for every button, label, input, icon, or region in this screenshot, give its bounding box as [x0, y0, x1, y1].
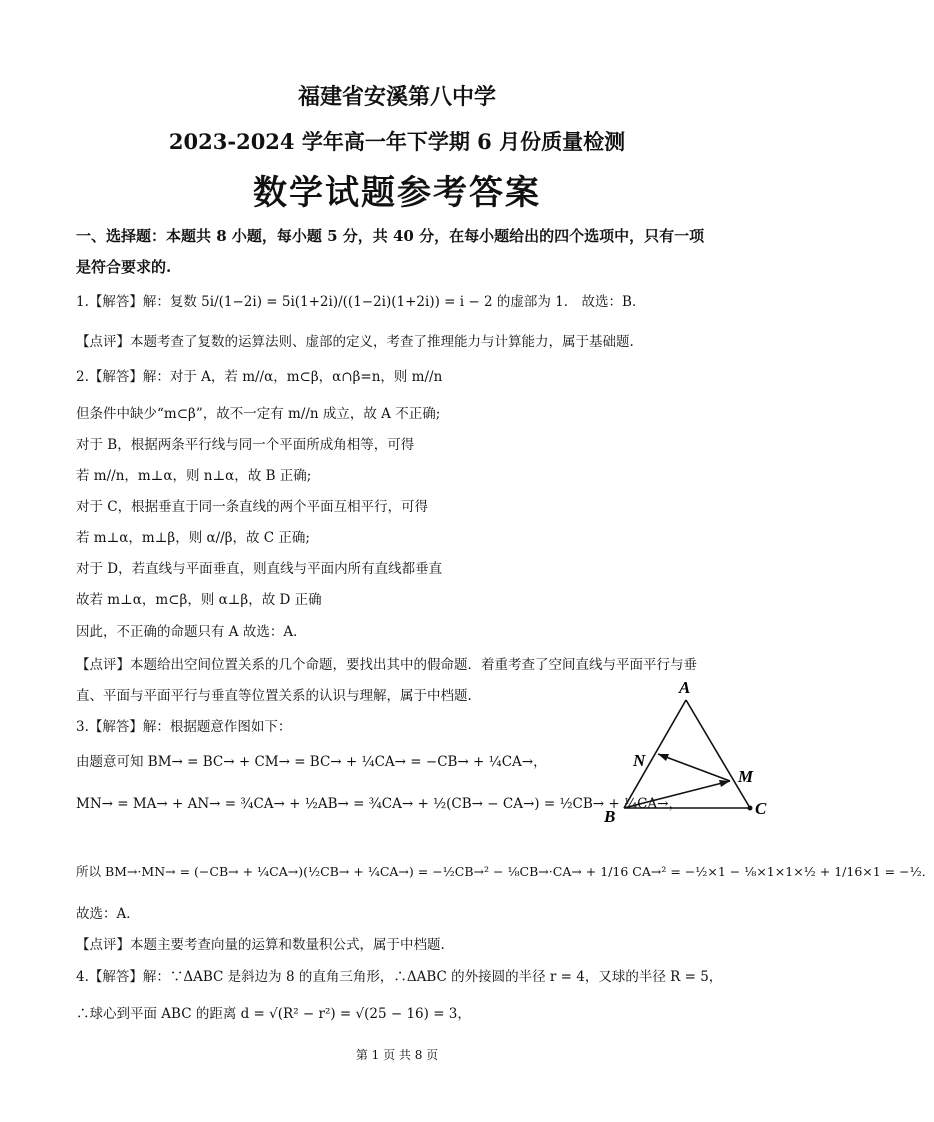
arrowhead-mn — [658, 754, 669, 761]
q2-line-7: 故若 m⊥α，m⊂β，则 α⊥β，故 D 正确 — [76, 592, 322, 608]
school-name: 福建省安溪第八中学 — [297, 84, 496, 110]
q2-line-1: 但条件中缺少“m⊂β”，故不一定有 m//n 成立，故 A 不正确; — [76, 406, 441, 422]
label-n: N — [633, 751, 646, 770]
page-title: 数学试题参考答案 — [253, 173, 541, 213]
q3-line-2: MN→ = MA→ + AN→ = ¾CA→ + ½AB→ = ¾CA→ + ½(CB→ − CA→) = ½CB→ + ¼CA→， — [76, 796, 682, 812]
q2-line-4: 对于 C，根据垂直于同一条直线的两个平面互相平行，可得 — [76, 499, 429, 515]
q1-comment: 【点评】本题考查了复数的运算法则、虚部的定义，考查了推理能力与计算能力，属于基础题. — [76, 334, 634, 350]
q2-line-2: 对于 B，根据两条平行线与同一个平面所成角相等，可得 — [76, 437, 415, 453]
section-heading-line2: 是符合要求的. — [76, 258, 172, 276]
section-heading-line1: 一、选择题：本题共 8 小题，每小题 5 分，共 40 分，在每小题给出的四个选项中，只有一项 — [76, 227, 705, 245]
q3-line-4: 故选：A． — [76, 906, 140, 922]
q2-line-0: 2.【解答】解：对于 A，若 m//α，m⊂β，α∩β=n，则 m//n — [76, 369, 443, 385]
point-c-dot — [748, 806, 753, 811]
arrowhead-bm — [719, 780, 730, 787]
q3-line-3: 所以 BM→·MN→ = (−CB→ + ¼CA→)(½CB→ + ¼CA→) = −½CB→² − ⅛CB→·CA→ + 1/16 CA→² = −½×1 − ⅛×1×1×½ + 1/16×1 = −½． — [76, 864, 934, 879]
page-footer: 第 1 页 共 8 页 — [355, 1048, 439, 1062]
label-a: A — [679, 678, 691, 697]
triangle-diagram — [590, 674, 780, 824]
q2-comment-line1: 【点评】本题给出空间位置关系的几个命题，要找出其中的假命题．着重考查了空间直线与平面平行与垂 — [76, 657, 697, 673]
q4-line-1: 4.【解答】解：∵ΔABC 是斜边为 8 的直角三角形，∴ΔABC 的外接圆的半径 r = 4，又球的半径 R = 5， — [76, 969, 723, 985]
q3-line-1: 由题意可知 BM→ = BC→ + CM→ = BC→ + ¼CA→ = −CB→ + ¼CA→， — [76, 754, 547, 770]
q3-comment: 【点评】本题主要考查向量的运算和数量积公式，属于中档题. — [76, 937, 445, 953]
q3-line-0: 3.【解答】解：根据题意作图如下： — [76, 719, 292, 735]
q2-line-6: 对于 D，若直线与平面垂直，则直线与平面内所有直线都垂直 — [76, 561, 443, 577]
side-ac — [686, 700, 750, 808]
q2-comment-line2: 直、平面与平面平行与垂直等位置关系的认识与理解，属于中档题. — [76, 688, 472, 704]
vector-bm — [624, 781, 730, 808]
q4-line-2: ∴球心到平面 ABC 的距离 d = √(R² − r²) = √(25 − 16) = 3， — [76, 1006, 471, 1022]
label-b: B — [604, 807, 616, 826]
q2-line-8: 因此，不正确的命题只有 A 故选：A． — [76, 624, 307, 640]
q2-line-5: 若 m⊥α，m⊥β，则 α//β，故 C 正确; — [76, 530, 310, 546]
label-c: C — [755, 799, 767, 818]
vector-mn — [658, 754, 730, 781]
label-m: M — [738, 767, 754, 786]
exam-name: 2023-2024 学年高一年下学期 6 月份质量检测 — [168, 129, 626, 154]
q1-answer: 1.【解答】解：复数 5i/(1−2i) = 5i(1+2i)/((1−2i)(1+2i)) = i − 2 的虚部为 1． 故选：B． — [76, 294, 646, 310]
q2-line-3: 若 m//n，m⊥α，则 n⊥α，故 B 正确; — [76, 468, 312, 484]
